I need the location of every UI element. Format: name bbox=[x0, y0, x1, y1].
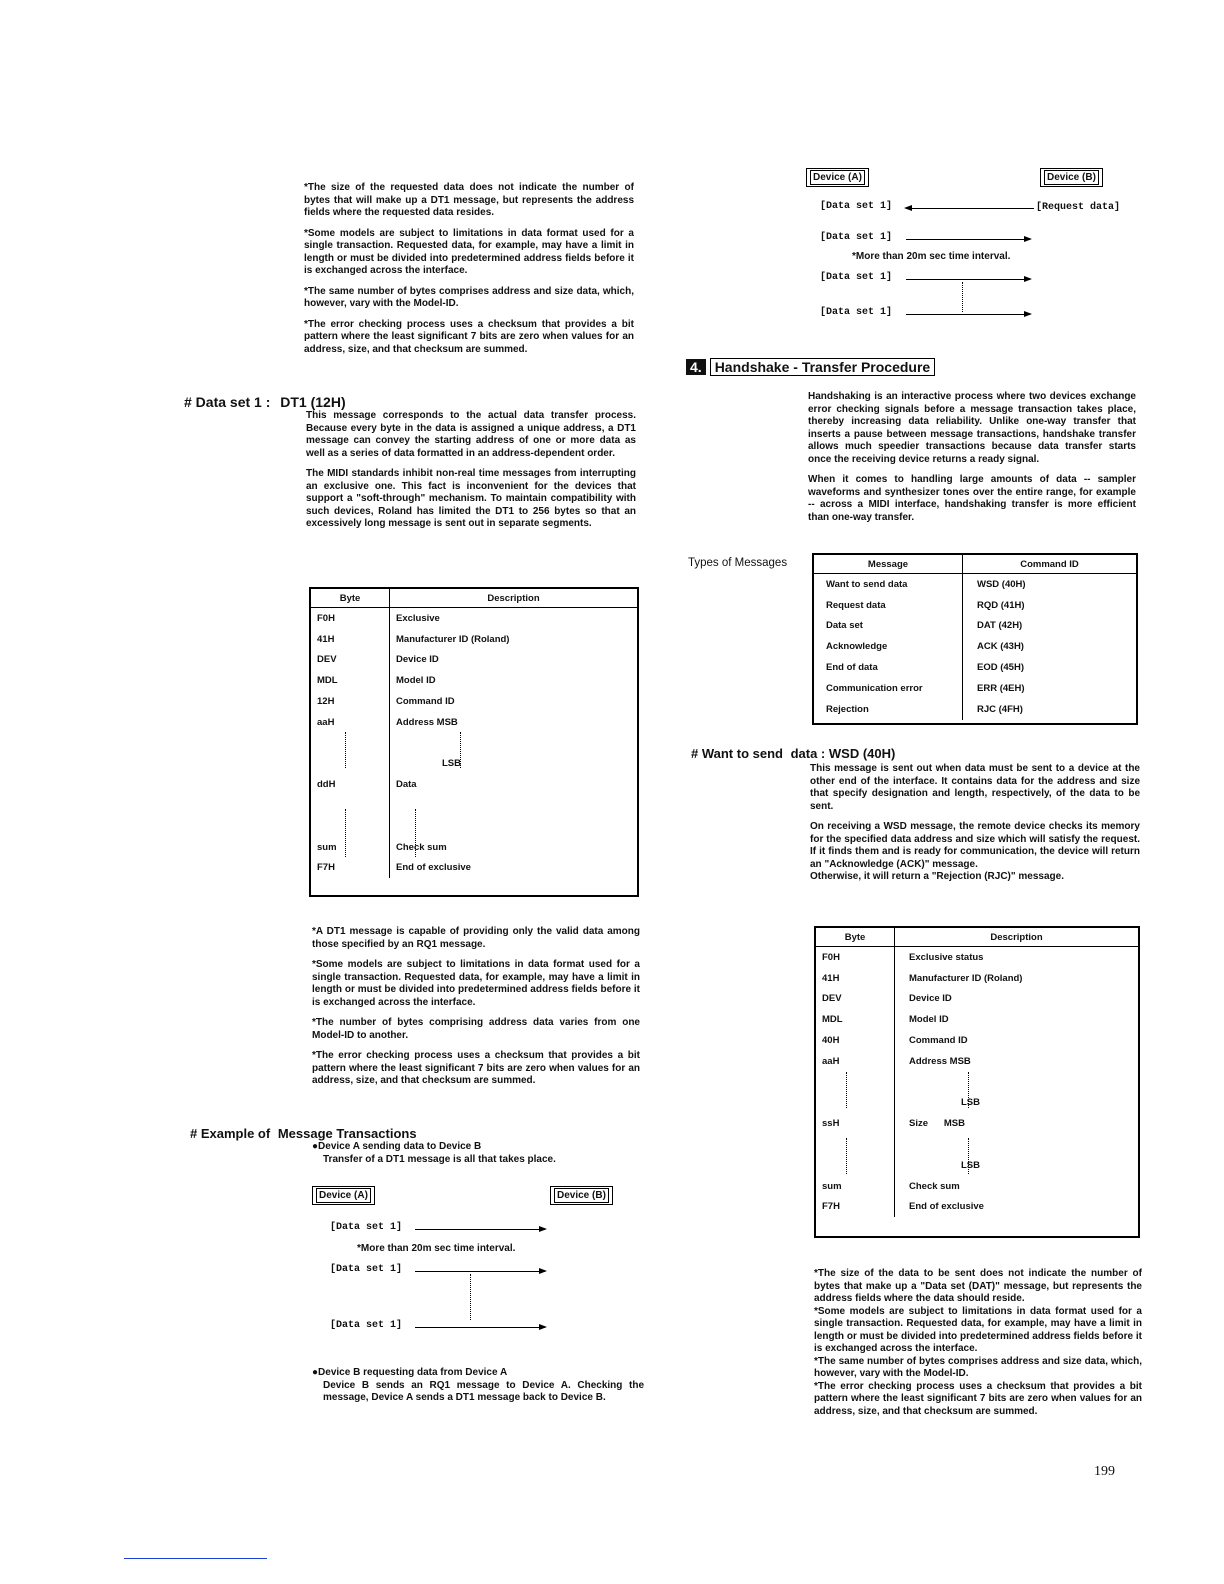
description-cell: Manufacturer ID (Roland) bbox=[396, 633, 510, 645]
example-a-line: ● Device A sending data to Device B bbox=[312, 1141, 642, 1154]
command-id-cell: RJC (4FH) bbox=[977, 703, 1023, 715]
table-row bbox=[816, 1072, 1138, 1093]
device-a-box bbox=[806, 168, 869, 187]
command-id-cell: WSD (40H) bbox=[977, 578, 1026, 590]
data-set-label: [Data set 1] bbox=[330, 1222, 403, 1233]
table-row bbox=[814, 657, 1136, 678]
data-set-label: [Data set 1] bbox=[820, 232, 893, 243]
interval-note: *More than 20m sec time interval. bbox=[852, 251, 1011, 262]
note: *The error checking process uses a checksum that provides a bit pattern where the least significant 7 bits are zero when values for an address, size, and that checksum are summed. bbox=[312, 1050, 640, 1086]
description-cell: Exclusive bbox=[396, 612, 440, 624]
description-cell bbox=[390, 733, 638, 754]
table-row bbox=[816, 1030, 1138, 1051]
column-header: Byte bbox=[311, 589, 390, 608]
note: *Some models are subject to limitations in data format used for a single transaction. Requested data, for example, may have a limit in length or must be divided into predetermined address fields before it is exchanged across the interface. bbox=[304, 227, 634, 276]
message-cell: Acknowledge bbox=[814, 636, 963, 657]
table-row bbox=[816, 947, 1138, 968]
description-cell: Device ID bbox=[396, 654, 439, 666]
byte-cell bbox=[311, 754, 390, 775]
note: *The number of bytes comprising address data varies from one Model-ID to another. bbox=[312, 1017, 640, 1041]
dt1-byte-table bbox=[309, 587, 639, 897]
table-row bbox=[311, 733, 637, 754]
page-number: 199 bbox=[1094, 1464, 1115, 1479]
wsd-description bbox=[810, 763, 1140, 884]
table-row bbox=[311, 650, 637, 671]
message-cell: Data set bbox=[814, 616, 963, 637]
byte-cell: DEV bbox=[311, 650, 390, 671]
continuation-dots bbox=[345, 809, 346, 857]
byte-cell bbox=[816, 1093, 895, 1114]
section-title: Handshake - Transfer Procedure bbox=[710, 358, 936, 376]
interval-dots bbox=[962, 282, 963, 312]
note: *The size of the requested data does not indicate the number of bytes that will make up a DT1 message, but represents the address fields where the requested data resides. bbox=[304, 182, 634, 218]
arrow-to-device-b bbox=[415, 1327, 545, 1328]
table-row bbox=[311, 858, 637, 879]
byte-cell bbox=[816, 1072, 895, 1093]
interval-note: *More than 20m sec time interval. bbox=[357, 1243, 516, 1254]
table-row bbox=[311, 795, 637, 816]
dataset-title: DT1 (12H) bbox=[280, 394, 346, 410]
note: *Some models are subject to limitations in data format used for a single transaction. Requested data, for example, may have a limit in length or must be divided into predetermined address fields before it is exchanged across the interface. bbox=[814, 1305, 1142, 1354]
table-row bbox=[816, 1176, 1138, 1197]
message-types-table bbox=[812, 553, 1138, 725]
device-a-label: Device (A) bbox=[810, 170, 865, 185]
table-row bbox=[814, 636, 1136, 657]
command-id-cell: RQD (41H) bbox=[977, 599, 1025, 611]
description-cell: LSB bbox=[961, 1097, 980, 1109]
note: *The error checking process uses a checksum that provides a bit pattern where the least significant 7 bits are zero when values for an address, size, and that checksum are summed. bbox=[304, 318, 634, 355]
byte-cell: 41H bbox=[311, 629, 390, 650]
byte-cell: F7H bbox=[311, 858, 390, 879]
dataset-description bbox=[306, 410, 636, 531]
example-b-text-body: Device B sends an RQ1 message to Device A. Checking the message, Device A sends a DT1 message back to Device B. bbox=[323, 1379, 644, 1403]
note: *The error checking process uses a checksum that provides a bit pattern where the least significant 7 bits are zero when values for an address, size, and that checksum are summed. bbox=[814, 1380, 1142, 1417]
description-cell: LSB bbox=[961, 1159, 980, 1171]
description-cell: Device ID bbox=[909, 993, 952, 1005]
data-set-label: [Data set 1] bbox=[330, 1264, 403, 1275]
message-cell: Request data bbox=[814, 595, 963, 616]
command-id-cell: ERR (4EH) bbox=[977, 682, 1025, 694]
table-row bbox=[816, 1051, 1138, 1072]
interval-dots bbox=[470, 1274, 471, 1320]
description-cell bbox=[390, 795, 638, 816]
byte-cell: MDL bbox=[311, 670, 390, 691]
request-data-label: [Request data] bbox=[1036, 202, 1121, 213]
byte-cell: aaH bbox=[816, 1051, 895, 1072]
table-row bbox=[311, 712, 637, 733]
byte-cell: sum bbox=[816, 1176, 895, 1197]
description-cell: Check sum bbox=[909, 1180, 960, 1192]
device-b-label: Device (B) bbox=[554, 1188, 609, 1203]
paragraph: This message is sent out when data must be sent to a device at the other end of the interface. It contains data for the address and size that specify designation and length, respectively, of the data to be sent. bbox=[810, 763, 1140, 812]
arrow-to-device-b bbox=[415, 1229, 545, 1230]
byte-cell: sum bbox=[311, 837, 390, 858]
note: *The same number of bytes comprises address and size data, which, however, vary with the Model-ID. bbox=[814, 1355, 1142, 1379]
wsd-byte-table bbox=[814, 926, 1140, 1238]
example-label: # Example of bbox=[190, 1126, 271, 1141]
device-a-label: Device (A) bbox=[316, 1188, 371, 1203]
table-row bbox=[814, 699, 1136, 720]
data-set-label: [Data set 1] bbox=[820, 307, 893, 318]
description-cell: Check sum bbox=[396, 841, 447, 853]
section-number: 4. bbox=[686, 359, 706, 375]
note: *A DT1 message is capable of providing only the valid data among those specified by an RQ1 message. bbox=[312, 926, 640, 950]
byte-cell: DEV bbox=[816, 989, 895, 1010]
description-cell: Command ID bbox=[396, 696, 455, 708]
left-notes-bottom bbox=[312, 926, 640, 1088]
table-row bbox=[814, 616, 1136, 637]
table-row bbox=[816, 1009, 1138, 1030]
example-title: Message Transactions bbox=[277, 1126, 417, 1141]
command-id-cell: DAT (42H) bbox=[977, 620, 1023, 632]
table-row bbox=[816, 968, 1138, 989]
byte-cell bbox=[311, 733, 390, 754]
example-b-text bbox=[312, 1367, 644, 1405]
arrow-to-device-a bbox=[906, 208, 1034, 209]
description-cell: LSB bbox=[442, 758, 461, 770]
continuation-dots bbox=[415, 809, 416, 857]
footer-rule bbox=[124, 1558, 267, 1559]
byte-cell: MDL bbox=[816, 1009, 895, 1030]
handshake-description bbox=[808, 391, 1136, 524]
paragraph: When it comes to handling large amounts of data -- sampler waveforms and synthesizer tones over the entire range, for example -- across a MIDI interface, handshaking transfer is more efficient than one-way transfer. bbox=[808, 474, 1136, 523]
dataset-heading bbox=[184, 394, 484, 410]
table-row bbox=[814, 678, 1136, 699]
byte-cell: F0H bbox=[816, 947, 895, 968]
column-header: Description bbox=[895, 928, 1139, 947]
note: *The size of the data to be sent does not indicate the number of bytes that make up a "Data set (DAT)" message, but represents the address fields where the data should reside. bbox=[814, 1268, 1142, 1304]
device-b-label: Device (B) bbox=[1044, 170, 1099, 185]
arrow-to-device-b bbox=[906, 314, 1030, 315]
description-cell: Size MSB bbox=[909, 1118, 965, 1130]
message-cell: Rejection bbox=[814, 699, 963, 720]
description-cell: Exclusive status bbox=[909, 951, 984, 963]
column-header: Message bbox=[814, 555, 963, 574]
continuation-dots bbox=[968, 1138, 969, 1174]
description-cell: Address MSB bbox=[396, 716, 458, 728]
continuation-dots bbox=[345, 732, 346, 768]
arrow-to-device-b bbox=[906, 239, 1030, 240]
paragraph: Otherwise, it will return a "Rejection (RJC)" message. bbox=[810, 871, 1064, 882]
table-row bbox=[311, 837, 637, 858]
description-cell bbox=[895, 1072, 1139, 1093]
description-cell: Manufacturer ID (Roland) bbox=[909, 972, 1023, 984]
message-cell: Communication error bbox=[814, 678, 963, 699]
note: *The same number of bytes comprises address and size data, which, however, vary with the Model-ID. bbox=[304, 285, 634, 309]
description-cell: Data bbox=[396, 779, 417, 791]
example-a-text bbox=[312, 1141, 642, 1166]
data-set-label: [Data set 1] bbox=[330, 1320, 403, 1331]
note: *Some models are subject to limitations in data format used for a single transaction. Requested data, for example, may have a limit in length or must be divided into predetermined address fields before it is exchanged across the interface. bbox=[312, 959, 640, 1008]
message-cell: Want to send data bbox=[814, 574, 963, 595]
description-cell: Model ID bbox=[909, 1014, 949, 1026]
paragraph: The MIDI standards inhibit non-real time messages from interrupting an exclusive one. This fact is inconvenient for the devices that support a "soft-through" mechanism. To maintain compatibility with such devices, Roland has limited the DT1 to 256 bytes so that an excessively long message is sent out in separate segments. bbox=[306, 468, 636, 529]
table-row bbox=[816, 1113, 1138, 1134]
command-id-cell: EOD (45H) bbox=[977, 662, 1024, 674]
data-set-label: [Data set 1] bbox=[820, 201, 893, 212]
byte-cell bbox=[816, 1134, 895, 1155]
table-row bbox=[311, 629, 637, 650]
command-id-cell: ACK (43H) bbox=[977, 641, 1024, 653]
table-row bbox=[814, 574, 1136, 595]
device-a-box bbox=[312, 1186, 375, 1205]
arrow-to-device-b bbox=[906, 279, 1030, 280]
example-b-line: ● Device B requesting data from Device A bbox=[312, 1367, 644, 1380]
description-cell: Model ID bbox=[396, 675, 436, 687]
description-cell: End of exclusive bbox=[909, 1201, 984, 1213]
right-notes-bottom bbox=[814, 1268, 1142, 1418]
table-row bbox=[311, 670, 637, 691]
byte-cell: 12H bbox=[311, 691, 390, 712]
section-heading bbox=[686, 358, 935, 376]
byte-cell: F7H bbox=[816, 1197, 895, 1218]
table-row bbox=[311, 816, 637, 837]
description-cell: End of exclusive bbox=[396, 862, 471, 874]
wsd-label: # Want to send bbox=[691, 746, 783, 761]
byte-cell: 40H bbox=[816, 1030, 895, 1051]
left-notes-top bbox=[304, 182, 634, 356]
description-cell bbox=[390, 816, 638, 837]
types-label: Types of Messages bbox=[688, 557, 788, 569]
continuation-dots bbox=[460, 732, 461, 768]
message-cell: End of data bbox=[814, 657, 963, 678]
byte-cell: F0H bbox=[311, 608, 390, 629]
description-cell: Command ID bbox=[909, 1035, 968, 1047]
continuation-dots bbox=[846, 1072, 847, 1108]
column-header: Description bbox=[390, 589, 638, 608]
table-row bbox=[816, 989, 1138, 1010]
byte-cell bbox=[816, 1155, 895, 1176]
description-cell bbox=[895, 1134, 1139, 1155]
column-header: Command ID bbox=[963, 555, 1137, 574]
table-row bbox=[311, 774, 637, 795]
byte-cell: ddH bbox=[311, 774, 390, 795]
wsd-heading bbox=[691, 746, 1021, 761]
data-set-label: [Data set 1] bbox=[820, 272, 893, 283]
byte-cell bbox=[311, 816, 390, 837]
paragraph: On receiving a WSD message, the remote device checks its memory for the specified data address and size which will satisfy the request. If it finds them and is ready for communication, the device will return an "Acknowledge (ACK)" message. bbox=[810, 821, 1140, 870]
example-a-line: Transfer of a DT1 message is all that takes place. bbox=[323, 1153, 556, 1165]
table-row bbox=[816, 1155, 1138, 1176]
table-row bbox=[816, 1093, 1138, 1114]
table-row bbox=[816, 1197, 1138, 1218]
byte-cell: 41H bbox=[816, 968, 895, 989]
wsd-title: data : WSD (40H) bbox=[790, 746, 896, 761]
table-row bbox=[311, 691, 637, 712]
paragraph: Handshaking is an interactive process where two devices exchange error checking signals before a message transaction takes place, thereby increasing data reliability. Unlike one-way transfer that inserts a pause between message transactions, handshake transfer allows much speedier transactions because data transfer starts once the receiving device returns a ready signal. bbox=[808, 391, 1136, 465]
continuation-dots bbox=[968, 1072, 969, 1108]
table-row bbox=[816, 1134, 1138, 1155]
device-b-box bbox=[1040, 168, 1103, 187]
dataset-label: # Data set 1 : bbox=[184, 394, 271, 410]
byte-cell: ssH bbox=[816, 1113, 895, 1134]
continuation-dots bbox=[846, 1138, 847, 1174]
byte-cell bbox=[311, 795, 390, 816]
description-cell: Address MSB bbox=[909, 1055, 971, 1067]
byte-cell: aaH bbox=[311, 712, 390, 733]
table-row bbox=[814, 595, 1136, 616]
paragraph: This message corresponds to the actual data transfer process. Because every byte in the data is assigned a unique address, a DT1 message can convey the starting address of one or more data as well as a series of data formatted in an address-dependent order. bbox=[306, 410, 636, 459]
arrow-to-device-b bbox=[415, 1271, 545, 1272]
example-heading bbox=[190, 1126, 490, 1141]
table-row bbox=[311, 754, 637, 775]
table-row bbox=[311, 608, 637, 629]
column-header: Byte bbox=[816, 928, 895, 947]
device-b-box bbox=[550, 1186, 613, 1205]
